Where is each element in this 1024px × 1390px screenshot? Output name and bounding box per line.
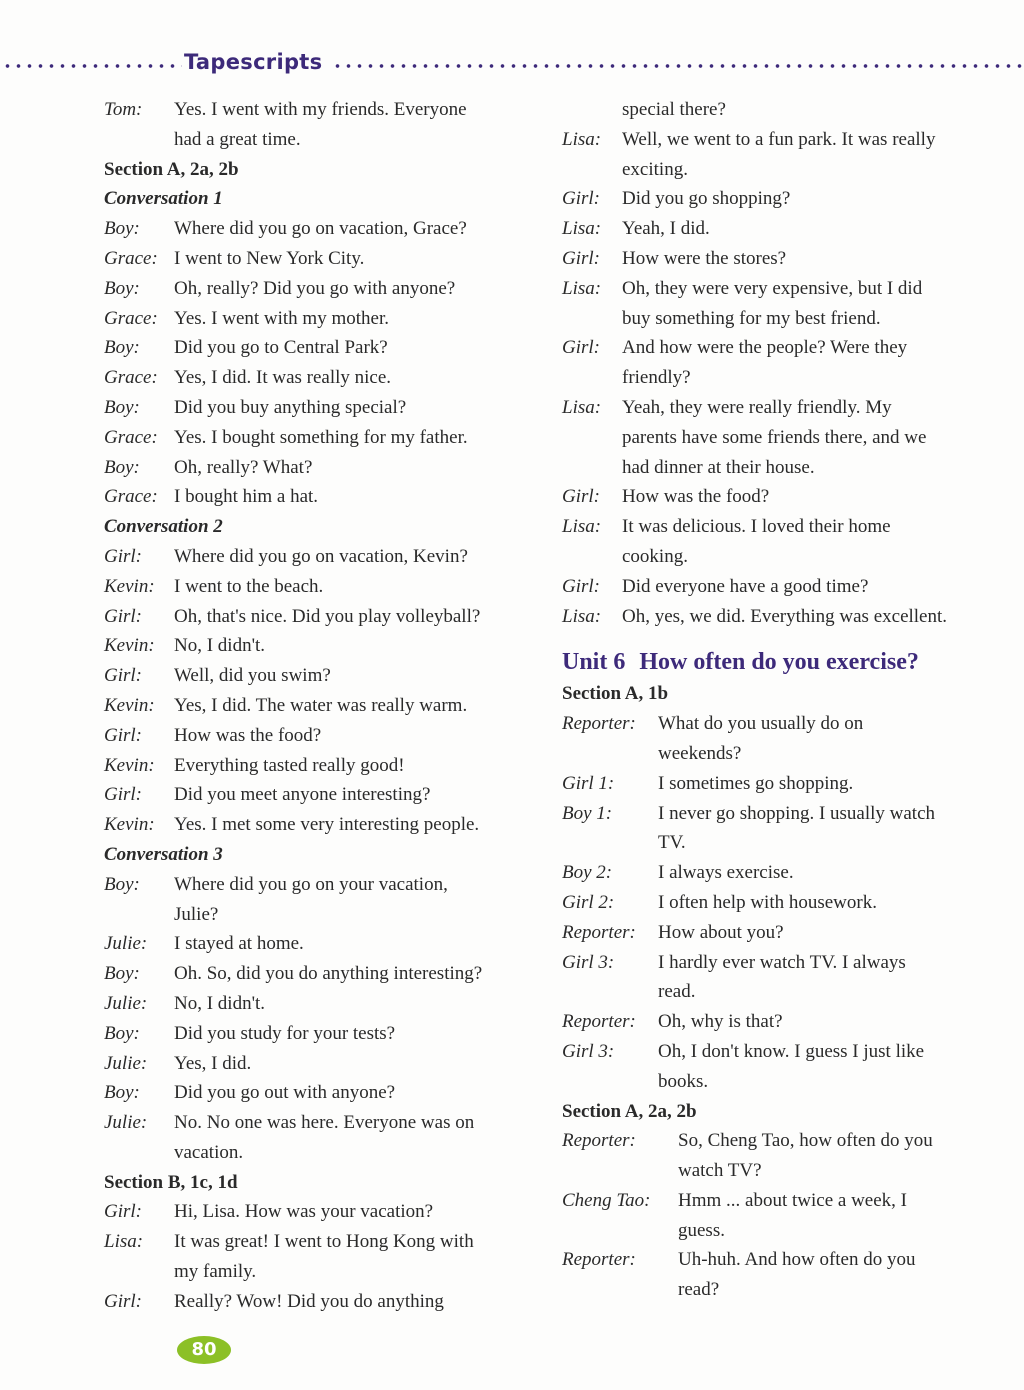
speaker-label bbox=[104, 900, 174, 930]
dialogue-line bbox=[562, 423, 992, 453]
dialogue-text: I sometimes go shopping. bbox=[658, 772, 854, 794]
dialogue-text: Yes, I did. bbox=[174, 1052, 252, 1074]
dialogue-line bbox=[562, 918, 992, 948]
dialogue-text: Did you go to Central Park? bbox=[174, 337, 388, 359]
speaker-label: Boy 2: bbox=[562, 862, 613, 884]
speaker-label: Lisa: bbox=[104, 1231, 144, 1253]
dialogue-text: Did you buy anything special? bbox=[174, 396, 407, 418]
speaker-label bbox=[562, 423, 622, 453]
dialogue-text: Yes. I went with my friends. Everyone bbox=[174, 99, 467, 120]
speaker-label bbox=[562, 977, 658, 1007]
speaker-label: Lisa: bbox=[562, 396, 602, 418]
dialogue-line bbox=[104, 542, 544, 572]
speaker-label: Grace: bbox=[104, 367, 158, 389]
dialogue-text: cooking. bbox=[622, 545, 688, 567]
dialogue-text: exciting. bbox=[622, 158, 688, 180]
speaker-label bbox=[104, 125, 174, 155]
dialogue-text: Oh, why is that? bbox=[658, 1011, 783, 1033]
section-heading: Section A, 1b bbox=[562, 683, 669, 705]
dialogue-line bbox=[562, 1126, 992, 1156]
speaker-label: Grace: bbox=[104, 247, 158, 269]
dialogue-line bbox=[562, 125, 992, 155]
speaker-label: Boy: bbox=[104, 218, 140, 240]
speaker-label: Girl: bbox=[104, 724, 142, 746]
dialogue-text: Really? Wow! Did you do anything bbox=[174, 1290, 444, 1312]
dialogue-text: I stayed at home. bbox=[174, 933, 304, 955]
speaker-label: Boy: bbox=[104, 456, 140, 478]
speaker-label: Lisa: bbox=[562, 605, 602, 627]
dialogue-line bbox=[104, 214, 544, 244]
speaker-label bbox=[562, 95, 622, 125]
section-heading: Section A, 2a, 2b bbox=[104, 158, 239, 180]
dialogue-line bbox=[562, 393, 992, 423]
dialogue-text: watch TV? bbox=[678, 1160, 762, 1182]
dialogue-line bbox=[104, 274, 544, 304]
dialogue-line bbox=[562, 709, 992, 739]
dialogue-line bbox=[562, 1156, 992, 1186]
dialogue-line bbox=[562, 799, 992, 829]
dialogue-line bbox=[104, 333, 544, 363]
speaker-label: Girl 3: bbox=[562, 951, 615, 973]
speaker-label: Grace: bbox=[104, 426, 158, 448]
dialogue-line bbox=[104, 810, 544, 840]
dialogue-text: read. bbox=[658, 981, 696, 1003]
dialogue-line bbox=[562, 244, 992, 274]
dialogue-line bbox=[562, 333, 992, 363]
speaker-label: Girl: bbox=[104, 1290, 142, 1312]
dialogue-line bbox=[104, 1227, 544, 1257]
dialogue-text: Oh, yes, we did. Everything was excellent. bbox=[622, 605, 948, 627]
speaker-label: Girl 1: bbox=[562, 772, 615, 794]
dialogue-line bbox=[562, 769, 992, 799]
dialogue-text: What do you usually do on bbox=[658, 713, 864, 735]
dialogue-text: I went to the beach. bbox=[174, 575, 324, 597]
dialogue-text: Did you study for your tests? bbox=[174, 1022, 396, 1044]
dialogue-line bbox=[562, 858, 992, 888]
speaker-label: Kevin: bbox=[104, 814, 155, 836]
dialogue-line bbox=[104, 482, 544, 512]
speaker-label: Reporter: bbox=[562, 713, 636, 735]
speaker-label: Girl: bbox=[104, 1201, 142, 1223]
speaker-label bbox=[562, 304, 622, 334]
dialogue-line bbox=[104, 453, 544, 483]
dialogue-line bbox=[562, 482, 992, 512]
dialogue-line bbox=[562, 888, 992, 918]
page-number-badge: 80 bbox=[177, 1336, 231, 1364]
dialogue-text: Yes. I bought something for my father. bbox=[174, 426, 468, 448]
dialogue-text: buy something for my best friend. bbox=[622, 307, 881, 329]
speaker-label: Girl: bbox=[104, 665, 142, 687]
dialogue-line bbox=[104, 125, 544, 155]
dialogue-line bbox=[562, 1037, 992, 1067]
dialogue-text: read? bbox=[678, 1279, 720, 1301]
page-header bbox=[0, 50, 1024, 80]
dialogue-line bbox=[104, 1108, 544, 1138]
conversation-heading: Conversation 3 bbox=[104, 843, 223, 865]
speaker-label: Julie: bbox=[104, 1052, 148, 1074]
dialogue-text: vacation. bbox=[174, 1141, 244, 1163]
dialogue-text: I always exercise. bbox=[658, 862, 794, 884]
speaker-label bbox=[104, 1257, 174, 1287]
speaker-label: Boy: bbox=[104, 277, 140, 299]
dialogue-text: Did everyone have a good time? bbox=[622, 575, 869, 597]
dialogue-text: Oh, that's nice. Did you play volleyball? bbox=[174, 605, 481, 627]
dialogue-text: had dinner at their house. bbox=[622, 456, 815, 478]
speaker-label bbox=[562, 363, 622, 393]
dialogue-line bbox=[104, 959, 544, 989]
dotted-rule-left bbox=[2, 64, 182, 68]
speaker-label: Reporter: bbox=[562, 1130, 636, 1152]
speaker-label bbox=[562, 453, 622, 483]
dialogue-line bbox=[104, 989, 544, 1019]
dialogue-line bbox=[562, 542, 992, 572]
speaker-label: Reporter: bbox=[562, 1249, 636, 1271]
dialogue-line bbox=[562, 977, 992, 1007]
dialogue-text: No. No one was here. Everyone was on bbox=[174, 1112, 475, 1134]
speaker-label: Julie: bbox=[104, 992, 148, 1014]
speaker-label: Girl: bbox=[562, 337, 600, 359]
dialogue-text: So, Cheng Tao, how often do you bbox=[678, 1130, 933, 1152]
dialogue-line bbox=[104, 1078, 544, 1108]
dialogue-line bbox=[104, 1197, 544, 1227]
speaker-label: Grace: bbox=[104, 486, 158, 508]
speaker-label bbox=[104, 1138, 174, 1168]
dialogue-line bbox=[104, 423, 544, 453]
speaker-label: Boy: bbox=[104, 396, 140, 418]
dialogue-text: It was great! I went to Hong Kong with bbox=[174, 1231, 474, 1253]
conversation-heading: Conversation 1 bbox=[104, 188, 223, 210]
dialogue-text: guess. bbox=[678, 1219, 725, 1241]
speaker-label bbox=[562, 1067, 658, 1097]
section-heading: Section B, 1c, 1d bbox=[104, 1171, 238, 1193]
section-heading: Section A, 2a, 2b bbox=[562, 1100, 697, 1122]
speaker-label: Boy: bbox=[104, 873, 140, 895]
dialogue-text: Everything tasted really good! bbox=[174, 754, 405, 776]
right-column bbox=[562, 95, 992, 1305]
dialogue-text: Oh, really? Did you go with anyone? bbox=[174, 277, 456, 299]
speaker-label: Girl: bbox=[562, 247, 600, 269]
dialogue-line bbox=[562, 1245, 992, 1275]
dialogue-line bbox=[104, 691, 544, 721]
dialogue-text: I hardly ever watch TV. I always bbox=[658, 951, 906, 973]
speaker-label: Girl: bbox=[104, 545, 142, 567]
speaker-label: Grace: bbox=[104, 307, 158, 329]
speaker-label bbox=[562, 1156, 678, 1186]
dialogue-line bbox=[104, 780, 544, 810]
dialogue-line bbox=[104, 1138, 544, 1168]
dialogue-text: Julie? bbox=[174, 903, 219, 925]
dialogue-line bbox=[104, 244, 544, 274]
dialogue-text: Did you go out with anyone? bbox=[174, 1082, 396, 1104]
dialogue-text: special there? bbox=[622, 99, 726, 120]
dialogue-text: How about you? bbox=[658, 921, 784, 943]
speaker-label: Lisa: bbox=[562, 218, 602, 240]
dialogue-text: Did you go shopping? bbox=[622, 188, 791, 210]
dialogue-text: Oh. So, did you do anything interesting? bbox=[174, 963, 483, 985]
dialogue-text: Oh, I don't know. I guess I just like bbox=[658, 1040, 925, 1062]
dialogue-line bbox=[562, 184, 992, 214]
dialogue-line bbox=[104, 393, 544, 423]
speaker-label: Girl: bbox=[562, 188, 600, 210]
dialogue-text: Well, did you swim? bbox=[174, 665, 331, 687]
dialogue-text: I bought him a hat. bbox=[174, 486, 319, 508]
dialogue-text: I often help with housework. bbox=[658, 891, 877, 913]
speaker-label bbox=[562, 542, 622, 572]
dialogue-text: It was delicious. I loved their home bbox=[622, 516, 891, 538]
dialogue-line bbox=[104, 572, 544, 602]
dialogue-line bbox=[562, 304, 992, 334]
speaker-label: Tom: bbox=[104, 99, 143, 120]
dialogue-text: Well, we went to a fun park. It was really bbox=[622, 128, 936, 150]
speaker-label: Julie: bbox=[104, 1112, 148, 1134]
dialogue-text: Hi, Lisa. How was your vacation? bbox=[174, 1201, 434, 1223]
speaker-label: Julie: bbox=[104, 933, 148, 955]
dialogue-line bbox=[562, 602, 992, 632]
dialogue-line bbox=[562, 1067, 992, 1097]
dialogue-text: books. bbox=[658, 1070, 709, 1092]
speaker-label: Reporter: bbox=[562, 921, 636, 943]
dialogue-text: How were the stores? bbox=[622, 247, 787, 269]
speaker-label bbox=[562, 1275, 678, 1305]
dialogue-line bbox=[104, 870, 544, 900]
dialogue-text: And how were the people? Were they bbox=[622, 337, 908, 359]
dialogue-line bbox=[104, 721, 544, 751]
dialogue-text: Hmm ... about twice a week, I bbox=[678, 1189, 907, 1211]
dialogue-text: Oh, really? What? bbox=[174, 456, 313, 478]
dialogue-line bbox=[104, 661, 544, 691]
dialogue-line bbox=[104, 602, 544, 632]
speaker-label: Boy: bbox=[104, 337, 140, 359]
dialogue-line bbox=[104, 1257, 544, 1287]
speaker-label: Girl: bbox=[562, 486, 600, 508]
unit-name: How often do you exercise? bbox=[639, 649, 919, 676]
unit-number: Unit 6 bbox=[562, 649, 626, 676]
dialogue-line bbox=[562, 363, 992, 393]
left-column bbox=[104, 95, 544, 1317]
dialogue-line bbox=[562, 1216, 992, 1246]
conversation-heading: Conversation 2 bbox=[104, 516, 223, 538]
dialogue-text: I never go shopping. I usually watch bbox=[658, 802, 936, 824]
dialogue-text: weekends? bbox=[658, 742, 742, 764]
speaker-label bbox=[562, 828, 658, 858]
dialogue-line bbox=[104, 304, 544, 334]
speaker-label: Reporter: bbox=[562, 1011, 636, 1033]
header-title: Tapescripts bbox=[184, 50, 323, 74]
speaker-label: Lisa: bbox=[562, 516, 602, 538]
speaker-label: Girl: bbox=[104, 784, 142, 806]
speaker-label bbox=[562, 1216, 678, 1246]
dialogue-line bbox=[562, 453, 992, 483]
dialogue-line bbox=[104, 1019, 544, 1049]
dialogue-text: Yeah, they were really friendly. My bbox=[622, 396, 892, 418]
dialogue-text: my family. bbox=[174, 1261, 257, 1283]
speaker-label: Boy: bbox=[104, 1022, 140, 1044]
dialogue-line bbox=[104, 363, 544, 393]
speaker-label: Kevin: bbox=[104, 575, 155, 597]
dialogue-text: I went to New York City. bbox=[174, 247, 365, 269]
dialogue-line bbox=[104, 900, 544, 930]
speaker-label: Boy: bbox=[104, 963, 140, 985]
dialogue-text: Yes, I did. It was really nice. bbox=[174, 367, 392, 389]
dialogue-line bbox=[562, 1007, 992, 1037]
dialogue-line bbox=[104, 631, 544, 661]
dialogue-line bbox=[562, 1275, 992, 1305]
dialogue-line bbox=[562, 95, 992, 125]
dialogue-text: TV. bbox=[658, 832, 686, 854]
dialogue-line bbox=[562, 948, 992, 978]
dialogue-text: How was the food? bbox=[622, 486, 770, 508]
speaker-label: Kevin: bbox=[104, 635, 155, 657]
speaker-label: Boy: bbox=[104, 1082, 140, 1104]
dialogue-line bbox=[562, 572, 992, 602]
dialogue-text: How was the food? bbox=[174, 724, 322, 746]
dialogue-text: Yes, I did. The water was really warm. bbox=[174, 694, 468, 716]
speaker-label bbox=[562, 739, 658, 769]
dialogue-line bbox=[562, 155, 992, 185]
speaker-label: Boy 1: bbox=[562, 802, 613, 824]
speaker-label: Kevin: bbox=[104, 694, 155, 716]
dotted-rule-right bbox=[332, 64, 1024, 68]
dialogue-line bbox=[562, 739, 992, 769]
dialogue-text: Yes. I met some very interesting people. bbox=[174, 814, 480, 836]
speaker-label: Lisa: bbox=[562, 128, 602, 150]
dialogue-line bbox=[562, 828, 992, 858]
dialogue-text: Did you meet anyone interesting? bbox=[174, 784, 431, 806]
dialogue-text: Uh-huh. And how often do you bbox=[678, 1249, 916, 1271]
dialogue-text: Where did you go on vacation, Kevin? bbox=[174, 545, 468, 567]
speaker-label: Cheng Tao: bbox=[562, 1189, 651, 1211]
speaker-label: Girl 2: bbox=[562, 891, 615, 913]
speaker-label: Lisa: bbox=[562, 277, 602, 299]
dialogue-text: parents have some friends there, and we bbox=[622, 426, 927, 448]
speaker-label: Girl: bbox=[562, 575, 600, 597]
dialogue-line bbox=[562, 214, 992, 244]
speaker-label: Kevin: bbox=[104, 754, 155, 776]
dialogue-text: No, I didn't. bbox=[174, 992, 266, 1014]
dialogue-line bbox=[562, 512, 992, 542]
dialogue-text: Yeah, I did. bbox=[622, 218, 710, 240]
dialogue-line bbox=[104, 95, 544, 125]
dialogue-text: No, I didn't. bbox=[174, 635, 266, 657]
dialogue-line bbox=[562, 274, 992, 304]
speaker-label bbox=[562, 155, 622, 185]
dialogue-text: friendly? bbox=[622, 367, 691, 389]
dialogue-line bbox=[104, 751, 544, 781]
speaker-label: Girl 3: bbox=[562, 1040, 615, 1062]
dialogue-text: Where did you go on your vacation, bbox=[174, 873, 448, 895]
dialogue-line bbox=[104, 929, 544, 959]
dialogue-line bbox=[562, 1186, 992, 1216]
dialogue-text: had a great time. bbox=[174, 128, 301, 150]
dialogue-line bbox=[104, 1287, 544, 1317]
unit-title bbox=[562, 647, 992, 677]
dialogue-line bbox=[104, 1049, 544, 1079]
dialogue-text: Oh, they were very expensive, but I did bbox=[622, 277, 923, 299]
dialogue-text: Where did you go on vacation, Grace? bbox=[174, 218, 467, 240]
speaker-label: Girl: bbox=[104, 605, 142, 627]
dialogue-text: Yes. I went with my mother. bbox=[174, 307, 389, 329]
